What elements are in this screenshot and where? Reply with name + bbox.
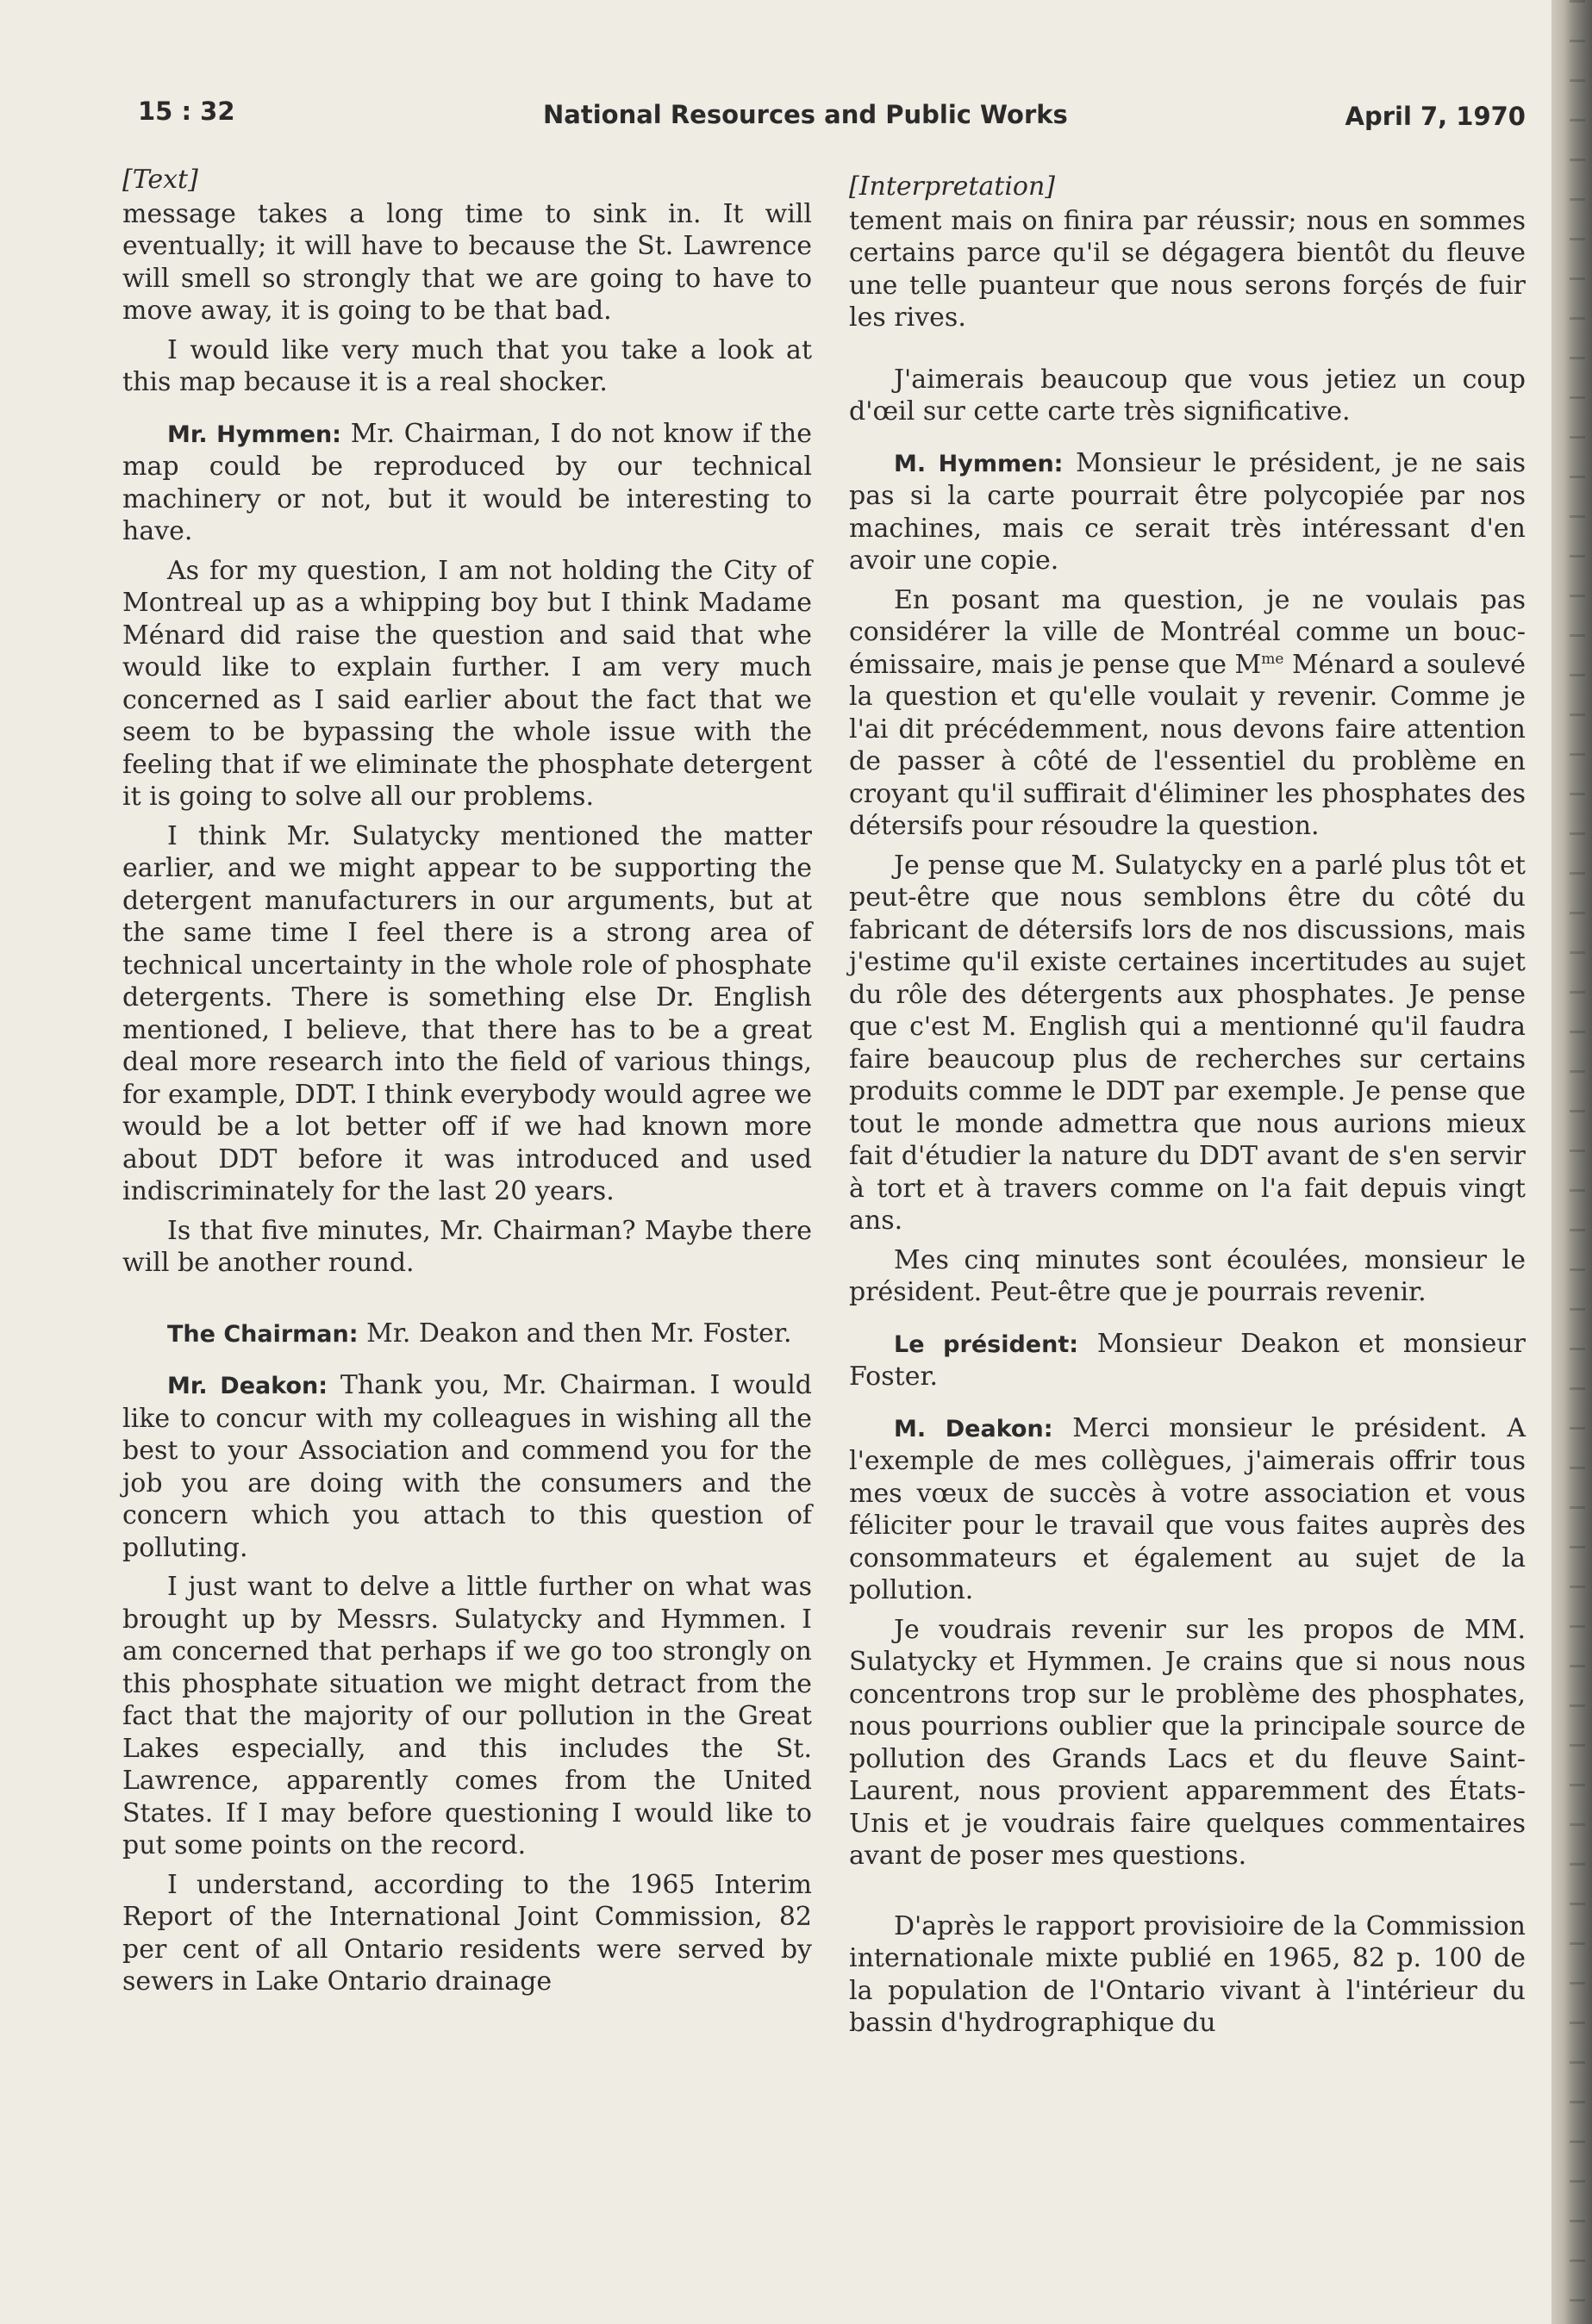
paragraph: Je voudrais revenir sur les propos de MM. Sulatycky et Hymmen. Je crains que si nous nous concentrons trop sur le problème des phosphates, nous pourrions oublier que la principale source de pollution des Grands Lacs et du fleuve Saint-Laurent, nous provient apparemment des États-Unis et je voudrais faire quelques commentaires avant de poser mes questions. <box>849 1614 1526 1871</box>
binding-texture <box>1570 0 1585 2324</box>
superscript: me <box>1261 650 1284 668</box>
paragraph: I just want to delve a little further on what was brought up by Messrs. Sulatycky and Hymmen. I am concerned that perhaps if we go too strongly on this phosphate situation we might detract from the fact that the majority of our pollution in the Great Lakes especially, and this includes the St. Lawrence, apparently comes from the United States. If I may before questioning I would like to put some points on the record. <box>122 1572 812 1860</box>
speech-text: Merci monsieur le président. A l'exemple de mes collègues, j'aimerais offrir tous mes vœux de succès à votre association et vous féliciter pour le travail que vous faites auprès des consommateurs et également au sujet de la pollution. <box>849 1412 1526 1605</box>
paragraph: Je pense que M. Sulatycky en a parlé plus tôt et peut-être que nous semblons être du côté du fabricant de détersifs lors de nos discussions, mais j'estime qu'il existe certaines incertitudes au sujet du rôle des détergents aux phosphates. Je pense que c'est M. English qui a mentionné qu'il faudra faire beaucoup plus de recherches sur certains produits comme le DDT par exemple. Je pense que tout le monde admettra que nous aurions mieux fait d'étudier la nature du DDT avant de s'en servir à tort et à travers comme on l'a fait depuis vingt ans. <box>849 850 1526 1236</box>
paragraph: I would like very much that you take a look at this map because it is a real shocker. <box>122 334 812 397</box>
paragraph: J'aimerais beaucoup que vous jetiez un coup d'œil sur cette carte très significative. <box>849 364 1526 427</box>
speaker-name: Mr. Deakon: <box>167 1373 328 1399</box>
speaker-name: M. Hymmen: <box>894 450 1064 477</box>
speech-text: Mr. Deakon and then Mr. Foster. <box>358 1318 792 1349</box>
speaker-name: Mr. Hymmen: <box>167 421 341 448</box>
speech-paragraph <box>849 1412 1526 1607</box>
speech-paragraph <box>849 1328 1526 1393</box>
english-column <box>122 164 812 2005</box>
running-title: National Resources and Public Works <box>543 100 1068 129</box>
speech-paragraph <box>122 418 812 548</box>
paragraph: message takes a long time to sink in. It will eventually; it will have to because the St. Lawrence will smell so strongly that we are going to have to move away, it is going to be that bad. <box>122 198 812 326</box>
paragraph: Mes cinq minutes sont écoulées, monsieur le président. Peut-être que je pourrais revenir. <box>849 1244 1526 1307</box>
french-column <box>849 171 1526 2047</box>
speech-paragraph <box>849 447 1526 577</box>
book-binding-edge <box>1551 0 1592 2324</box>
paragraph: En posant ma question, je ne voulais pas considérer la ville de Montréal comme un bouc-émissaire, mais je pense que $M^{me}$ Ménard a soulevé la question et qu'elle voulait y revenir. Comme je l'ai dit précédemment, nous devons faire attention de passer à côté de l'essentiel du problème en croyant qu'il suffirait d'éliminer les phosphates des détersifs pour résoudre la question. <box>849 584 1526 841</box>
speech-paragraph <box>122 1369 812 1564</box>
speaker-name: Le président: <box>894 1330 1079 1358</box>
page-header <box>138 97 1526 140</box>
paragraph: As for my question, I am not holding the City of Montreal up as a whipping boy but I think Madame Ménard did raise the question and said that whe would like to explain further. I am very much concerned as I said earlier about the fact that we seem to be bypassing the whole issue with the feeling that if we eliminate the phosphate detergent it is going to solve all our problems. <box>122 555 812 812</box>
column-label-text: [Text] <box>122 165 198 195</box>
paragraph: I understand, according to the 1965 Interim Report of the International Joint Commission, 82 per cent of all Ontario residents were served by sewers in Lake Ontario drainage <box>122 1869 812 1997</box>
paragraph: Is that five minutes, Mr. Chairman? Maybe there will be another round. <box>122 1215 812 1278</box>
header-date: April 7, 1970 <box>1345 102 1526 131</box>
speech-text: Monsieur Deakon et monsieur Foster. <box>849 1328 1526 1392</box>
speech-paragraph <box>122 1318 812 1351</box>
speech-text: Monsieur le président, je ne sais pas si la carte pourrait être polycopiée par nos machines, mais ce serait très intéressant d'en avoir une copie. <box>849 447 1526 576</box>
column-label-interpretation: [Interpretation] <box>849 171 1056 202</box>
speech-text: Thank you, Mr. Chairman. I would like to concur with my colleagues in wishing all the best to your Association and commend you for the job you are doing with the consumers and the concern which you attach to this question of polluting. <box>122 1370 812 1563</box>
page-number: 15 : 32 <box>138 97 235 126</box>
speaker-name: The Chairman: <box>167 1320 359 1348</box>
speaker-name: M. Deakon: <box>894 1415 1053 1442</box>
speech-text: Mr. Chairman, I do not know if the map could be reproduced by our technical machinery or not, but it would be interesting to have. <box>122 418 812 546</box>
paragraph: I think Mr. Sulatycky mentioned the matter earlier, and we might appear to be supporting the detergent manufacturers in our arguments, but at the same time I feel there is a strong area of technical uncertainty in the whole role of phosphate detergents. There is something else Dr. English mentioned, I believe, that there has to be a great deal more research into the field of various things, for example, DDT. I think everybody would agree we would be a lot better off if we had known more about DDT before it was introduced and used indiscriminately for the last 20 years. <box>122 820 812 1206</box>
paragraph: D'après le rapport provisioire de la Commission internationale mixte publié en 1965, 82 p. 100 de la population de l'Ontario vivant à l'intérieur du bassin d'hydrographique du <box>849 1910 1526 2038</box>
paragraph: tement mais on finira par réussir; nous en sommes certains parce qu'il se dégagera bientôt du fleuve une telle puanteur que nous serons forçés de fuir les rives. <box>849 205 1526 333</box>
